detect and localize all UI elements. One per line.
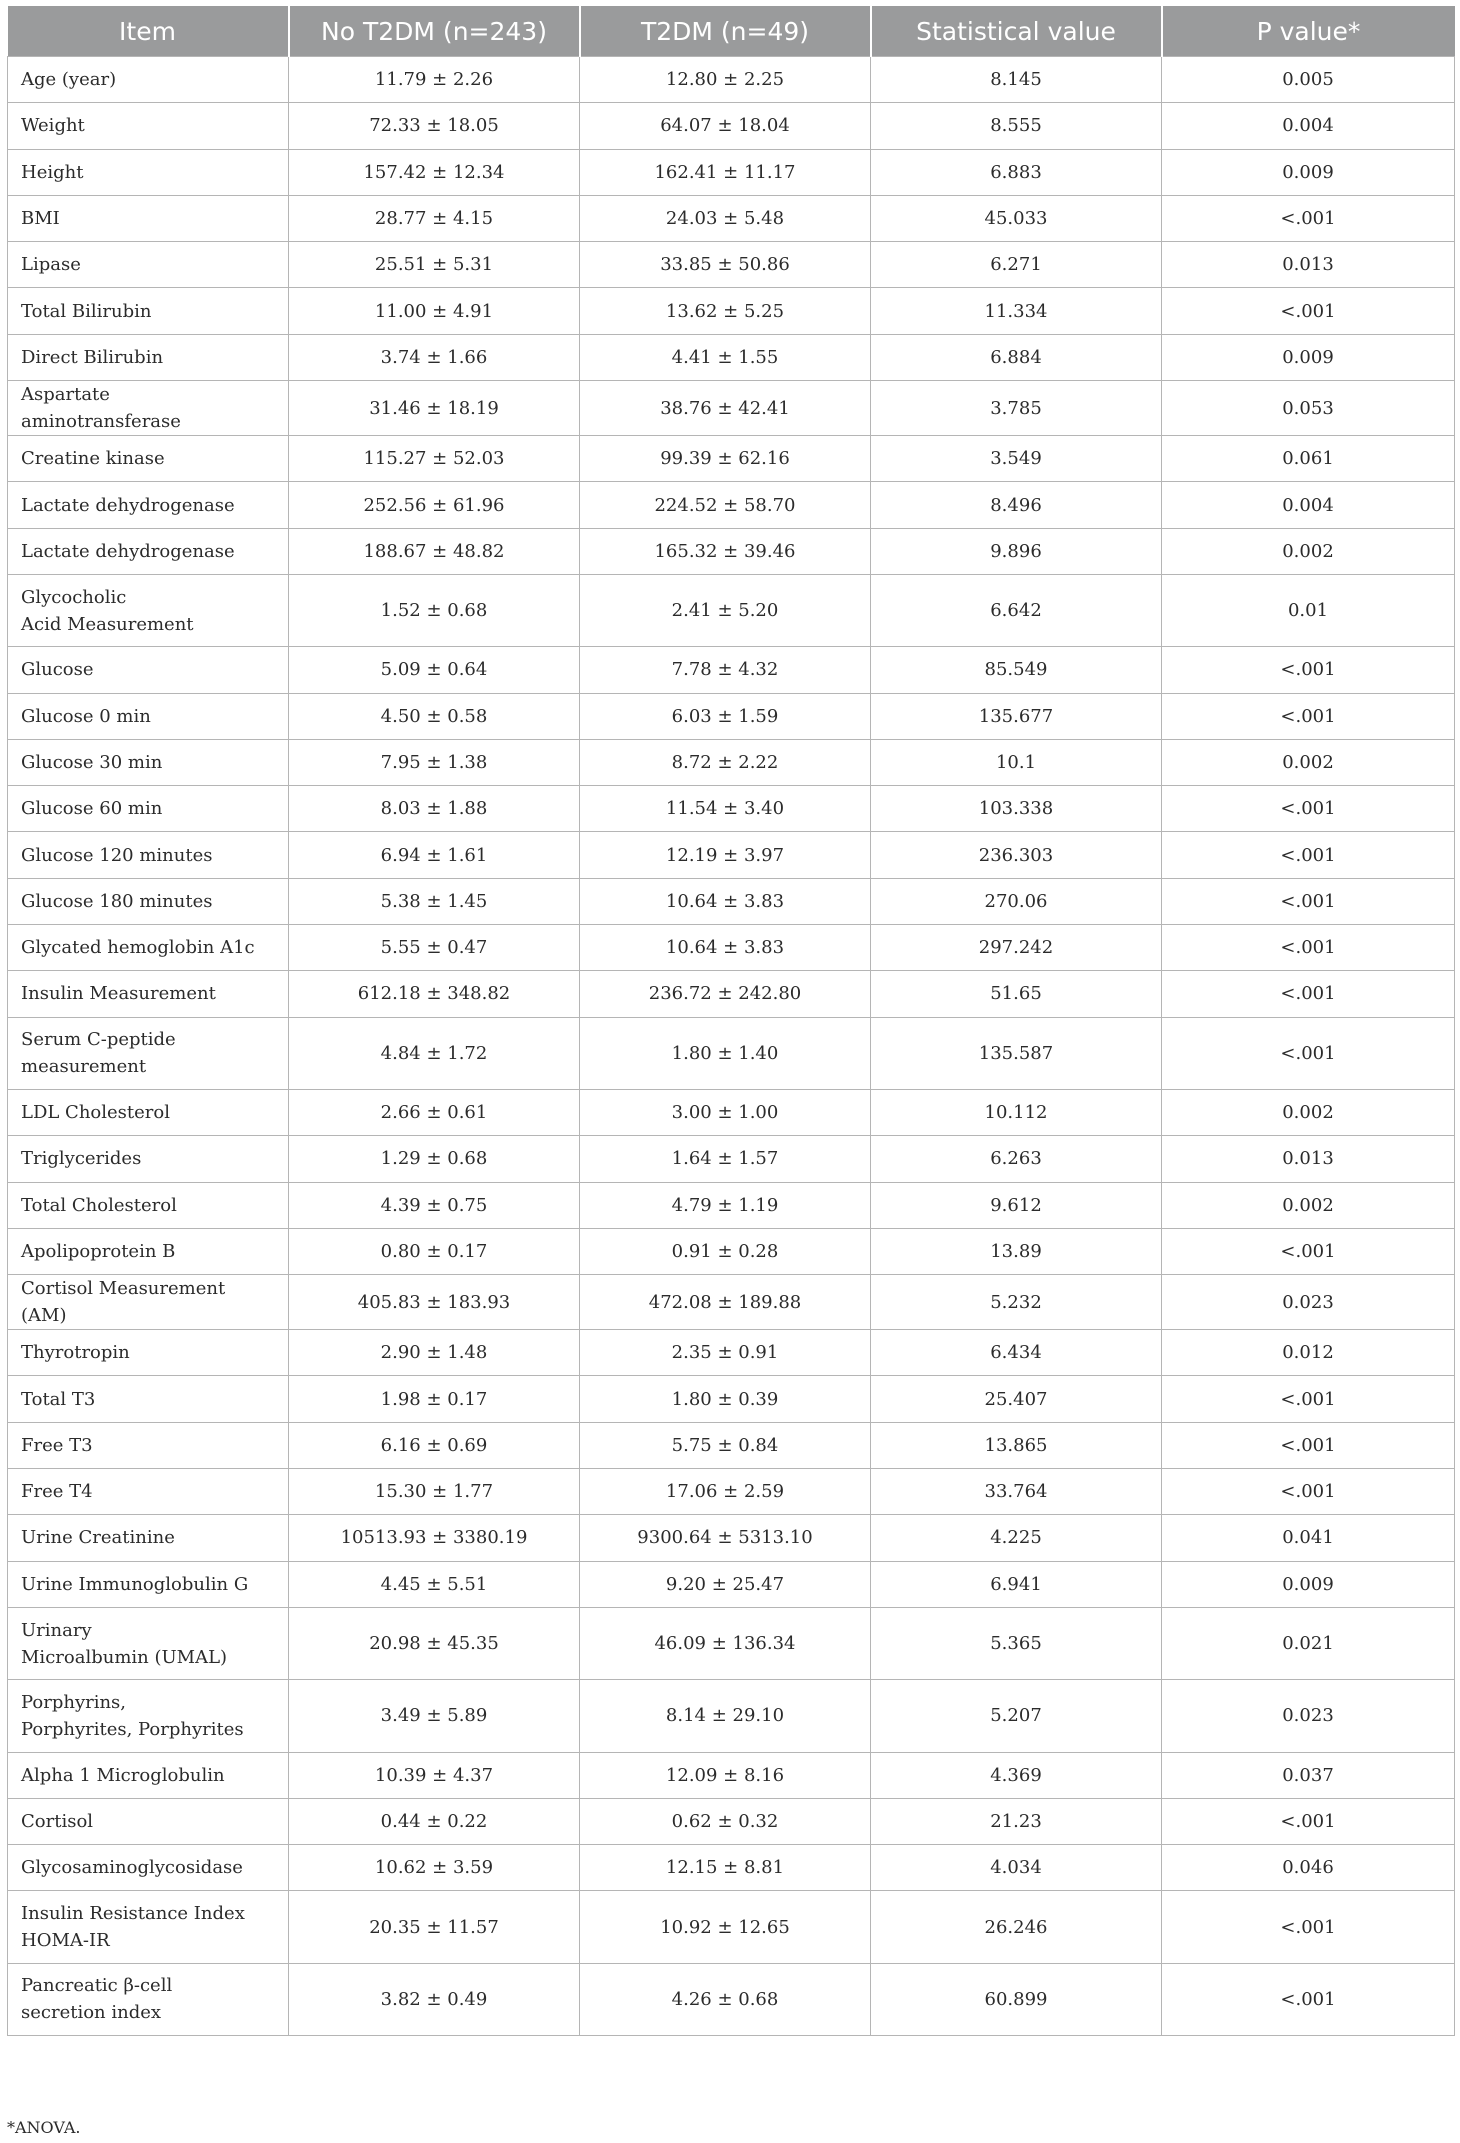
cell-p-value: <.001 <box>1162 878 1455 924</box>
cell-statistical-value: 33.764 <box>871 1469 1162 1515</box>
cell-t2dm: 38.76 ± 42.41 <box>580 381 871 436</box>
cell-statistical-value: 9.612 <box>871 1182 1162 1228</box>
cell-t2dm: 10.64 ± 3.83 <box>580 925 871 971</box>
cell-t2dm: 4.41 ± 1.55 <box>580 334 871 380</box>
cell-t2dm: 4.79 ± 1.19 <box>580 1182 871 1228</box>
table-row <box>8 786 1455 832</box>
cell-t2dm: 0.62 ± 0.32 <box>580 1798 871 1844</box>
cell-no-t2dm: 4.45 ± 5.51 <box>289 1561 580 1607</box>
cell-p-value: <.001 <box>1162 925 1455 971</box>
cell-item <box>8 574 289 646</box>
item-label-line: Total Bilirubin <box>21 300 152 322</box>
cell-t2dm: 6.03 ± 1.59 <box>580 693 871 739</box>
table-row <box>8 1561 1455 1607</box>
cell-statistical-value: 10.112 <box>871 1089 1162 1135</box>
cell-statistical-value: 270.06 <box>871 878 1162 924</box>
item-label-line: Glucose 180 minutes <box>21 890 213 912</box>
cell-statistical-value: 4.034 <box>871 1845 1162 1891</box>
table-row <box>8 528 1455 574</box>
table-row <box>8 1228 1455 1274</box>
cell-no-t2dm: 3.49 ± 5.89 <box>289 1680 580 1752</box>
cell-no-t2dm: 8.03 ± 1.88 <box>289 786 580 832</box>
cell-p-value: 0.002 <box>1162 528 1455 574</box>
cell-p-value: <.001 <box>1162 647 1455 693</box>
cell-no-t2dm: 25.51 ± 5.31 <box>289 242 580 288</box>
cell-item <box>8 482 289 528</box>
cell-t2dm: 8.72 ± 2.22 <box>580 739 871 785</box>
cell-statistical-value: 8.555 <box>871 103 1162 149</box>
table-row <box>8 57 1455 103</box>
cell-p-value: 0.004 <box>1162 482 1455 528</box>
item-label-line: Urine Creatinine <box>21 1527 175 1549</box>
cell-t2dm: 12.80 ± 2.25 <box>580 57 871 103</box>
item-label-line: Creatine kinase <box>21 448 165 470</box>
cell-p-value: 0.021 <box>1162 1607 1455 1679</box>
cell-t2dm: 99.39 ± 62.16 <box>580 436 871 482</box>
table-row <box>8 693 1455 739</box>
cell-item <box>8 1680 289 1752</box>
cell-t2dm: 0.91 ± 0.28 <box>580 1228 871 1274</box>
cell-t2dm: 46.09 ± 136.34 <box>580 1607 871 1679</box>
cell-t2dm: 7.78 ± 4.32 <box>580 647 871 693</box>
cell-no-t2dm: 188.67 ± 48.82 <box>289 528 580 574</box>
cell-p-value: <.001 <box>1162 1017 1455 1089</box>
cell-item <box>8 381 289 436</box>
cell-p-value: <.001 <box>1162 1376 1455 1422</box>
item-label-line: Glucose 0 min <box>21 705 151 727</box>
cell-t2dm: 8.14 ± 29.10 <box>580 1680 871 1752</box>
cell-statistical-value: 85.549 <box>871 647 1162 693</box>
cell-p-value: <.001 <box>1162 1228 1455 1274</box>
cell-item <box>8 1182 289 1228</box>
item-label-line: Apolipoprotein B <box>21 1240 176 1262</box>
cell-t2dm: 165.32 ± 39.46 <box>580 528 871 574</box>
item-label-line: Age (year) <box>21 69 117 91</box>
cell-p-value: 0.013 <box>1162 1136 1455 1182</box>
table-row <box>8 1515 1455 1561</box>
cell-item <box>8 1798 289 1844</box>
cell-no-t2dm: 6.94 ± 1.61 <box>289 832 580 878</box>
cell-no-t2dm: 20.35 ± 11.57 <box>289 1891 580 1963</box>
item-label-line: Weight <box>21 115 85 137</box>
cell-t2dm: 33.85 ± 50.86 <box>580 242 871 288</box>
table-row <box>8 1136 1455 1182</box>
item-label-line: Glycated hemoglobin A1c <box>21 937 255 959</box>
table-row <box>8 103 1455 149</box>
cell-statistical-value: 5.365 <box>871 1607 1162 1679</box>
cell-no-t2dm: 2.90 ± 1.48 <box>289 1330 580 1376</box>
table-row <box>8 1752 1455 1798</box>
cell-p-value: 0.005 <box>1162 57 1455 103</box>
cell-statistical-value: 8.145 <box>871 57 1162 103</box>
item-label-line: Glucose <box>21 659 94 681</box>
item-label-line: Acid Measurement <box>21 613 194 635</box>
cell-t2dm: 224.52 ± 58.70 <box>580 482 871 528</box>
cell-t2dm: 1.64 ± 1.57 <box>580 1136 871 1182</box>
item-label-line: Glycosaminoglycosidase <box>21 1857 243 1879</box>
cell-item <box>8 1330 289 1376</box>
table-row <box>8 574 1455 646</box>
cell-p-value: 0.002 <box>1162 739 1455 785</box>
cell-p-value: <.001 <box>1162 195 1455 241</box>
cell-t2dm: 24.03 ± 5.48 <box>580 195 871 241</box>
cell-statistical-value: 5.207 <box>871 1680 1162 1752</box>
cell-no-t2dm: 7.95 ± 1.38 <box>289 739 580 785</box>
cell-item <box>8 1089 289 1135</box>
cell-p-value: <.001 <box>1162 1422 1455 1468</box>
item-label-line: Lipase <box>21 254 81 276</box>
table-row <box>8 739 1455 785</box>
cell-p-value: <.001 <box>1162 832 1455 878</box>
cell-p-value: 0.01 <box>1162 574 1455 646</box>
cell-item <box>8 1891 289 1963</box>
table-row <box>8 1275 1455 1330</box>
cell-p-value: 0.009 <box>1162 149 1455 195</box>
cell-no-t2dm: 10.62 ± 3.59 <box>289 1845 580 1891</box>
cell-item <box>8 1963 289 2035</box>
cell-statistical-value: 21.23 <box>871 1798 1162 1844</box>
cell-no-t2dm: 20.98 ± 45.35 <box>289 1607 580 1679</box>
cell-statistical-value: 51.65 <box>871 971 1162 1017</box>
cell-p-value: <.001 <box>1162 786 1455 832</box>
cell-statistical-value: 6.941 <box>871 1561 1162 1607</box>
cell-p-value: 0.009 <box>1162 1561 1455 1607</box>
table-row <box>8 1182 1455 1228</box>
item-label-line: Aspartate aminotransferase <box>21 384 181 433</box>
table-row <box>8 1330 1455 1376</box>
item-label-line: LDL Cholesterol <box>21 1102 170 1124</box>
cell-t2dm: 9300.64 ± 5313.10 <box>580 1515 871 1561</box>
cell-t2dm: 472.08 ± 189.88 <box>580 1275 871 1330</box>
table-row <box>8 242 1455 288</box>
header-t2dm: T2DM (n=49) <box>580 6 871 57</box>
cell-item <box>8 1752 289 1798</box>
table-row <box>8 925 1455 971</box>
cell-no-t2dm: 10.39 ± 4.37 <box>289 1752 580 1798</box>
item-label-line: Pancreatic β-cell <box>21 1975 173 1997</box>
cell-no-t2dm: 11.79 ± 2.26 <box>289 57 580 103</box>
cell-t2dm: 10.64 ± 3.83 <box>580 878 871 924</box>
cell-no-t2dm: 612.18 ± 348.82 <box>289 971 580 1017</box>
cell-item <box>8 103 289 149</box>
table-row <box>8 334 1455 380</box>
cell-item <box>8 832 289 878</box>
cell-p-value: 0.023 <box>1162 1275 1455 1330</box>
item-label-line: Urinary <box>21 1619 92 1641</box>
header-p-value: P value* <box>1162 6 1455 57</box>
item-label-line: Cortisol <box>21 1810 94 1832</box>
cell-no-t2dm: 0.44 ± 0.22 <box>289 1798 580 1844</box>
item-label-line: Porphyrites, Porphyrites <box>21 1718 244 1740</box>
cell-no-t2dm: 115.27 ± 52.03 <box>289 436 580 482</box>
cell-item <box>8 1228 289 1274</box>
cell-statistical-value: 9.896 <box>871 528 1162 574</box>
cell-item <box>8 1136 289 1182</box>
header-statistical-value: Statistical value <box>871 6 1162 57</box>
cell-statistical-value: 4.225 <box>871 1515 1162 1561</box>
cell-statistical-value: 11.334 <box>871 288 1162 334</box>
item-label-line: Triglycerides <box>21 1148 142 1170</box>
cell-item <box>8 1607 289 1679</box>
cell-item <box>8 436 289 482</box>
cell-item <box>8 57 289 103</box>
table-row <box>8 288 1455 334</box>
cell-t2dm: 3.00 ± 1.00 <box>580 1089 871 1135</box>
cell-item <box>8 1376 289 1422</box>
cell-no-t2dm: 3.74 ± 1.66 <box>289 334 580 380</box>
cell-no-t2dm: 252.56 ± 61.96 <box>289 482 580 528</box>
cell-statistical-value: 236.303 <box>871 832 1162 878</box>
table-row <box>8 1891 1455 1963</box>
cell-item <box>8 739 289 785</box>
cell-item <box>8 1422 289 1468</box>
item-label-line: Thyrotropin <box>21 1342 130 1364</box>
cell-t2dm: 11.54 ± 3.40 <box>580 786 871 832</box>
footnote: *ANOVA. <box>7 2118 81 2137</box>
table-row <box>8 1089 1455 1135</box>
cell-item <box>8 1469 289 1515</box>
item-label-line: Total T3 <box>21 1388 96 1410</box>
cell-no-t2dm: 10513.93 ± 3380.19 <box>289 1515 580 1561</box>
results-table-container <box>7 6 1454 2036</box>
cell-no-t2dm: 5.55 ± 0.47 <box>289 925 580 971</box>
cell-no-t2dm: 11.00 ± 4.91 <box>289 288 580 334</box>
cell-t2dm: 2.35 ± 0.91 <box>580 1330 871 1376</box>
cell-statistical-value: 10.1 <box>871 739 1162 785</box>
item-label-line: measurement <box>21 1056 147 1078</box>
cell-no-t2dm: 5.38 ± 1.45 <box>289 878 580 924</box>
item-label-line: HOMA-IR <box>21 1930 110 1952</box>
cell-item <box>8 334 289 380</box>
item-label-line: Insulin Resistance Index <box>21 1903 245 1925</box>
cell-no-t2dm: 4.39 ± 0.75 <box>289 1182 580 1228</box>
item-label-line: Direct Bilirubin <box>21 346 164 368</box>
cell-t2dm: 162.41 ± 11.17 <box>580 149 871 195</box>
cell-p-value: 0.023 <box>1162 1680 1455 1752</box>
cell-no-t2dm: 2.66 ± 0.61 <box>289 1089 580 1135</box>
cell-t2dm: 17.06 ± 2.59 <box>580 1469 871 1515</box>
cell-no-t2dm: 405.83 ± 183.93 <box>289 1275 580 1330</box>
cell-item <box>8 786 289 832</box>
cell-statistical-value: 6.883 <box>871 149 1162 195</box>
cell-statistical-value: 5.232 <box>871 1275 1162 1330</box>
item-label-line: Alpha 1 Microglobulin <box>21 1764 225 1786</box>
table-header <box>8 6 1455 57</box>
cell-item <box>8 1561 289 1607</box>
table-row <box>8 832 1455 878</box>
cell-no-t2dm: 72.33 ± 18.05 <box>289 103 580 149</box>
table-row <box>8 878 1455 924</box>
cell-p-value: <.001 <box>1162 288 1455 334</box>
cell-statistical-value: 135.677 <box>871 693 1162 739</box>
cell-no-t2dm: 15.30 ± 1.77 <box>289 1469 580 1515</box>
cell-no-t2dm: 1.52 ± 0.68 <box>289 574 580 646</box>
item-label-line: Glucose 120 minutes <box>21 844 213 866</box>
cell-t2dm: 12.15 ± 8.81 <box>580 1845 871 1891</box>
item-label-line: Height <box>21 161 84 183</box>
cell-t2dm: 10.92 ± 12.65 <box>580 1891 871 1963</box>
table-row <box>8 1422 1455 1468</box>
cell-item <box>8 195 289 241</box>
cell-p-value: 0.053 <box>1162 381 1455 436</box>
cell-p-value: 0.009 <box>1162 334 1455 380</box>
cell-p-value: <.001 <box>1162 1891 1455 1963</box>
cell-t2dm: 64.07 ± 18.04 <box>580 103 871 149</box>
header-no-t2dm: No T2DM (n=243) <box>289 6 580 57</box>
results-table <box>7 6 1455 2036</box>
cell-p-value: 0.004 <box>1162 103 1455 149</box>
table-row <box>8 971 1455 1017</box>
cell-p-value: 0.012 <box>1162 1330 1455 1376</box>
cell-no-t2dm: 5.09 ± 0.64 <box>289 647 580 693</box>
cell-statistical-value: 3.549 <box>871 436 1162 482</box>
header-row <box>8 6 1455 57</box>
cell-item <box>8 1515 289 1561</box>
item-label-line: Lactate dehydrogenase <box>21 540 235 562</box>
cell-statistical-value: 26.246 <box>871 1891 1162 1963</box>
cell-t2dm: 12.09 ± 8.16 <box>580 1752 871 1798</box>
item-label-line: Free T4 <box>21 1481 93 1503</box>
table-row <box>8 482 1455 528</box>
cell-t2dm: 5.75 ± 0.84 <box>580 1422 871 1468</box>
cell-statistical-value: 8.496 <box>871 482 1162 528</box>
cell-statistical-value: 60.899 <box>871 1963 1162 2035</box>
table-row <box>8 647 1455 693</box>
item-label-line: secretion index <box>21 2002 162 2024</box>
cell-item <box>8 971 289 1017</box>
cell-t2dm: 1.80 ± 1.40 <box>580 1017 871 1089</box>
cell-no-t2dm: 31.46 ± 18.19 <box>289 381 580 436</box>
table-row <box>8 149 1455 195</box>
cell-statistical-value: 297.242 <box>871 925 1162 971</box>
cell-item <box>8 1845 289 1891</box>
item-label-line: Glycocholic <box>21 586 127 608</box>
cell-statistical-value: 6.263 <box>871 1136 1162 1182</box>
cell-item <box>8 288 289 334</box>
cell-p-value: 0.002 <box>1162 1089 1455 1135</box>
item-label-line: Total Cholesterol <box>21 1194 177 1216</box>
cell-statistical-value: 13.865 <box>871 1422 1162 1468</box>
cell-p-value: <.001 <box>1162 1469 1455 1515</box>
cell-item <box>8 925 289 971</box>
table-row <box>8 1798 1455 1844</box>
cell-item <box>8 878 289 924</box>
item-label-line: Free T3 <box>21 1434 93 1456</box>
cell-t2dm: 12.19 ± 3.97 <box>580 832 871 878</box>
table-row <box>8 1963 1455 2035</box>
cell-p-value: 0.061 <box>1162 436 1455 482</box>
item-label-line: Microalbumin (UMAL) <box>21 1646 228 1668</box>
table-row <box>8 436 1455 482</box>
cell-item <box>8 693 289 739</box>
cell-statistical-value: 4.369 <box>871 1752 1162 1798</box>
cell-item <box>8 528 289 574</box>
cell-p-value: <.001 <box>1162 1798 1455 1844</box>
cell-no-t2dm: 0.80 ± 0.17 <box>289 1228 580 1274</box>
cell-no-t2dm: 1.29 ± 0.68 <box>289 1136 580 1182</box>
cell-statistical-value: 25.407 <box>871 1376 1162 1422</box>
cell-item <box>8 149 289 195</box>
cell-p-value: 0.013 <box>1162 242 1455 288</box>
item-label-line: Porphyrins, <box>21 1691 127 1713</box>
cell-p-value: <.001 <box>1162 1963 1455 2035</box>
cell-p-value: <.001 <box>1162 693 1455 739</box>
item-label-line: Insulin Measurement <box>21 983 216 1005</box>
table-row <box>8 1469 1455 1515</box>
item-label-line: Glucose 60 min <box>21 798 163 820</box>
cell-statistical-value: 6.271 <box>871 242 1162 288</box>
cell-t2dm: 236.72 ± 242.80 <box>580 971 871 1017</box>
cell-t2dm: 4.26 ± 0.68 <box>580 1963 871 2035</box>
cell-no-t2dm: 6.16 ± 0.69 <box>289 1422 580 1468</box>
cell-item <box>8 1275 289 1330</box>
cell-statistical-value: 135.587 <box>871 1017 1162 1089</box>
table-row <box>8 1607 1455 1679</box>
cell-p-value: 0.041 <box>1162 1515 1455 1561</box>
cell-statistical-value: 13.89 <box>871 1228 1162 1274</box>
cell-statistical-value: 6.434 <box>871 1330 1162 1376</box>
cell-no-t2dm: 1.98 ± 0.17 <box>289 1376 580 1422</box>
cell-no-t2dm: 28.77 ± 4.15 <box>289 195 580 241</box>
item-label-line: Glucose 30 min <box>21 752 163 773</box>
cell-t2dm: 2.41 ± 5.20 <box>580 574 871 646</box>
cell-p-value: <.001 <box>1162 971 1455 1017</box>
table-row <box>8 1680 1455 1752</box>
cell-no-t2dm: 3.82 ± 0.49 <box>289 1963 580 2035</box>
cell-t2dm: 13.62 ± 5.25 <box>580 288 871 334</box>
cell-no-t2dm: 4.84 ± 1.72 <box>289 1017 580 1089</box>
cell-statistical-value: 103.338 <box>871 786 1162 832</box>
cell-t2dm: 1.80 ± 0.39 <box>580 1376 871 1422</box>
cell-item <box>8 242 289 288</box>
table-row <box>8 195 1455 241</box>
item-label-line: Cortisol Measurement (AM) <box>21 1278 226 1327</box>
table-body <box>8 57 1455 2036</box>
cell-statistical-value: 6.642 <box>871 574 1162 646</box>
table-row <box>8 1017 1455 1089</box>
cell-statistical-value: 45.033 <box>871 195 1162 241</box>
cell-t2dm: 9.20 ± 25.47 <box>580 1561 871 1607</box>
item-label-line: Urine Immunoglobulin G <box>21 1573 249 1595</box>
table-row <box>8 381 1455 436</box>
table-row <box>8 1376 1455 1422</box>
cell-p-value: 0.002 <box>1162 1182 1455 1228</box>
cell-p-value: 0.037 <box>1162 1752 1455 1798</box>
item-label-line: BMI <box>21 208 60 230</box>
cell-statistical-value: 3.785 <box>871 381 1162 436</box>
cell-item <box>8 647 289 693</box>
cell-item <box>8 1017 289 1089</box>
header-item: Item <box>8 6 289 57</box>
cell-no-t2dm: 4.50 ± 0.58 <box>289 693 580 739</box>
table-row <box>8 1845 1455 1891</box>
item-label-line: Serum C-peptide <box>21 1029 176 1051</box>
cell-p-value: 0.046 <box>1162 1845 1455 1891</box>
item-label-line: Lactate dehydrogenase <box>21 494 235 516</box>
cell-statistical-value: 6.884 <box>871 334 1162 380</box>
cell-no-t2dm: 157.42 ± 12.34 <box>289 149 580 195</box>
